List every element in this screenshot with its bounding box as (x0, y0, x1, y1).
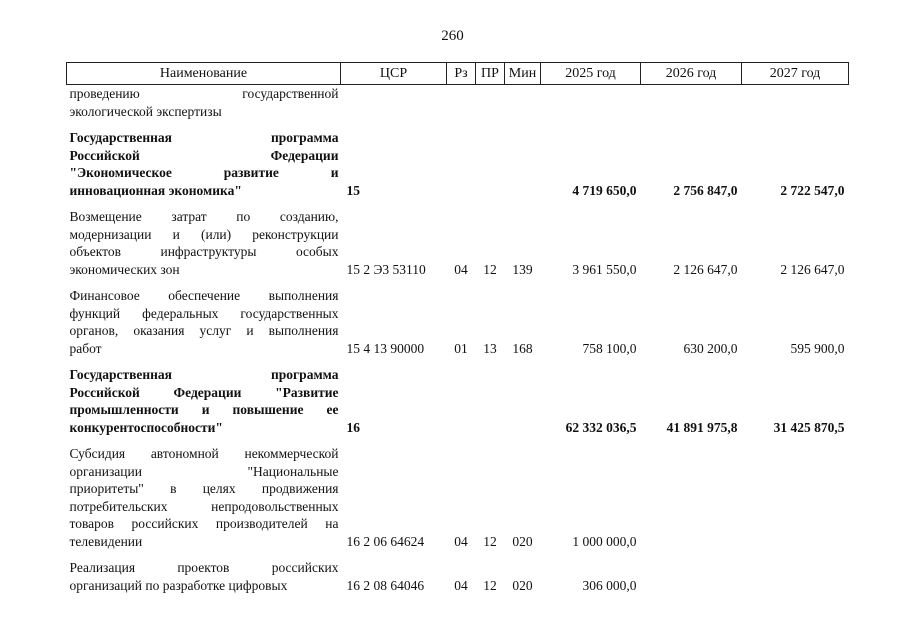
row-name-line: экологической экспертизы (69, 103, 222, 119)
row-pr (476, 366, 505, 436)
row-2026: 2 126 647,0 (673, 261, 738, 277)
budget-table (66, 62, 849, 594)
header-rz: Рз (447, 63, 476, 85)
row-min: 020 (512, 533, 533, 549)
row-name-line: объектов инфраструктуры особых (69, 244, 339, 259)
row-spacer (67, 278, 849, 287)
header-min: Мин (505, 63, 541, 85)
row-pr: 13 (483, 340, 497, 356)
row-name (67, 85, 341, 121)
row-csr: 16 (346, 419, 360, 435)
row-name-line: экономических зон (69, 261, 180, 277)
table-row (67, 129, 849, 199)
row-2027 (742, 559, 849, 594)
row-2025: 306 000,0 (582, 577, 637, 593)
row-2025: 4 719 650,0 (572, 182, 637, 198)
row-name-line: Возмещение затрат по созданию, (69, 209, 339, 224)
table-row (67, 445, 849, 550)
row-2027: 2 722 547,0 (780, 182, 845, 198)
row-pr: 12 (483, 577, 497, 593)
row-2027 (742, 85, 849, 121)
row-rz: 04 (454, 533, 468, 549)
row-name-line: проведению государственной (69, 86, 339, 101)
row-name (67, 366, 341, 436)
row-name-line: промышленности и повышение ее (69, 402, 339, 417)
row-name-line: модернизации и (или) реконструкции (69, 226, 339, 242)
table-row (67, 559, 849, 594)
header-2025: 2025 год (541, 63, 641, 85)
row-rz (447, 366, 476, 436)
row-2027 (742, 445, 849, 550)
row-name-line: Российской Федерации (69, 147, 339, 163)
row-rz: 01 (454, 340, 468, 356)
row-rz (447, 85, 476, 121)
row-2026: 630 200,0 (683, 340, 738, 356)
row-name-line: инновационная экономика" (69, 182, 242, 198)
row-spacer (67, 550, 849, 559)
row-name-line: органов, оказания услуг и выполнения (69, 323, 339, 338)
header-2026: 2026 год (641, 63, 742, 85)
row-spacer (67, 120, 849, 129)
row-2027: 31 425 870,5 (773, 419, 845, 435)
row-2025: 62 332 036,5 (565, 419, 637, 435)
header-csr: ЦСР (341, 63, 447, 85)
header-pr: ПР (476, 63, 505, 85)
table-header (67, 63, 849, 85)
row-csr: 15 (346, 182, 360, 198)
row-name-line: организации "Национальные (69, 463, 339, 479)
row-2026 (641, 445, 742, 550)
row-name-line: Государственная программа (69, 130, 339, 145)
row-csr: 16 2 06 64624 (346, 533, 425, 549)
row-name (67, 129, 341, 199)
header-name: Наименование (67, 63, 341, 85)
row-rz (447, 129, 476, 199)
row-name-line: организаций по разработке цифровых (69, 577, 288, 593)
row-name-line: приоритеты" в целях продвижения (69, 481, 339, 496)
row-2027: 2 126 647,0 (780, 261, 845, 277)
header-2027: 2027 год (742, 63, 849, 85)
row-min (505, 129, 541, 199)
row-pr (476, 129, 505, 199)
table-row (67, 366, 849, 436)
row-spacer (67, 357, 849, 366)
row-2025 (541, 85, 641, 121)
row-min (505, 85, 541, 121)
row-name-line: функций федеральных государственных (69, 305, 339, 321)
row-csr: 15 2 Э3 53110 (346, 261, 426, 277)
row-min: 020 (512, 577, 533, 593)
row-name-line: Финансовое обеспечение выполнения (69, 288, 339, 303)
row-csr (341, 85, 447, 121)
table-row (67, 208, 849, 278)
row-pr: 12 (483, 533, 497, 549)
row-2027: 595 900,0 (790, 340, 845, 356)
row-2025: 1 000 000,0 (572, 533, 637, 549)
row-min (505, 366, 541, 436)
row-2026 (641, 85, 742, 121)
row-2026: 41 891 975,8 (666, 419, 738, 435)
row-name-line: Российской Федерации "Развитие (69, 384, 339, 400)
row-spacer (67, 199, 849, 208)
row-name (67, 559, 341, 594)
row-2026: 2 756 847,0 (673, 182, 738, 198)
row-2025: 758 100,0 (582, 340, 637, 356)
row-name-line: "Экономическое развитие и (69, 165, 339, 180)
row-csr: 15 4 13 90000 (346, 340, 425, 356)
row-2026 (641, 559, 742, 594)
row-pr: 12 (483, 261, 497, 277)
row-name-line: Реализация проектов российских (69, 560, 339, 575)
row-min: 139 (512, 261, 533, 277)
row-rz: 04 (454, 577, 468, 593)
page-number: 260 (441, 28, 464, 44)
row-name (67, 287, 341, 357)
row-name (67, 445, 341, 550)
row-spacer (67, 436, 849, 445)
row-2025: 3 961 550,0 (572, 261, 637, 277)
row-name-line: конкурентоспособности" (69, 419, 223, 435)
row-name-line: Субсидия автономной некоммерческой (69, 446, 339, 461)
table-row (67, 85, 849, 121)
row-csr: 16 2 08 64046 (346, 577, 425, 593)
row-name-line: Государственная программа (69, 367, 339, 382)
row-name-line: работ (69, 340, 102, 356)
row-min: 168 (512, 340, 533, 356)
row-name-line: товаров российских производителей на (69, 516, 339, 531)
row-name (67, 208, 341, 278)
row-name-line: телевидении (69, 533, 143, 549)
table-row (67, 287, 849, 357)
row-name-line: потребительских непродовольственных (69, 498, 339, 514)
table-body (67, 85, 849, 595)
row-rz: 04 (454, 261, 468, 277)
row-pr (476, 85, 505, 121)
